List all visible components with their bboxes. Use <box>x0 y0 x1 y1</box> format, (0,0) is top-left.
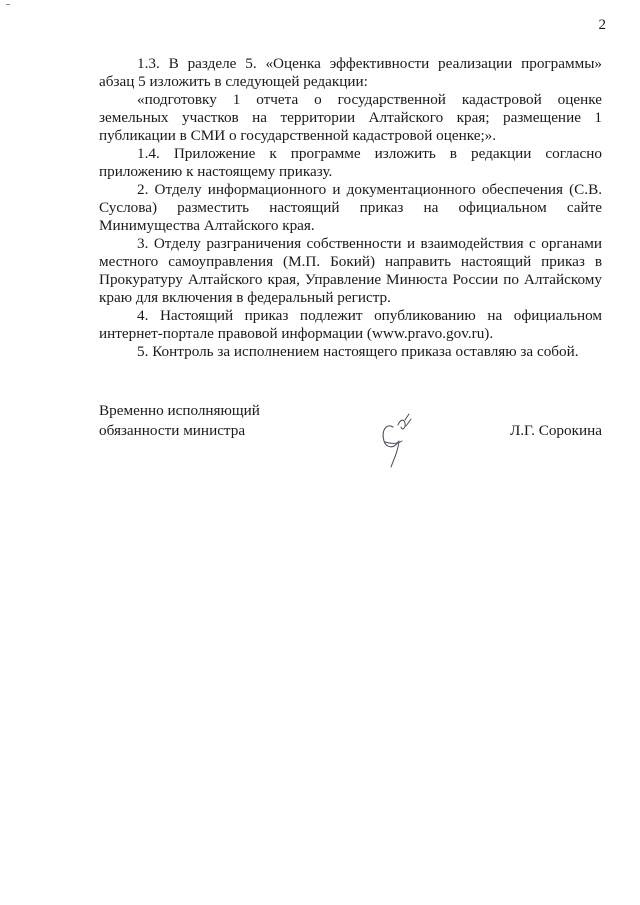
document-body <box>99 55 602 361</box>
paragraph-5: 5. Контроль за исполнением настоящего приказа оставляю за собой. <box>137 343 579 360</box>
signer-title-line2: обязанности министра <box>99 422 246 439</box>
paragraph-2: 2. Отделу информационного и документационного обеспечения (С.В. Суслова) разместить настоящий приказ на официальном сайте Минимущества Алтайского края. <box>99 181 602 234</box>
paragraph-1-3: 1.3. В разделе 5. «Оценка эффективности реализации программы» абзац 5 изложить в следующей редакции: <box>99 55 602 90</box>
signature-block <box>99 401 602 481</box>
signer-title <box>99 401 260 441</box>
signer-name: Л.Г. Сорокина <box>509 422 602 439</box>
signer-title-line1: Временно исполняющий <box>99 402 260 419</box>
paragraph-1-4: 1.4. Приложение к программе изложить в редакции согласно приложению к настоящему приказу. <box>99 145 602 180</box>
page-number: 2 <box>598 17 606 33</box>
corner-mark <box>6 4 10 8</box>
paragraph-quote: «подготовку 1 отчета о государственной кадастровой оценке земельных участков на территории Алтайского края; размещение 1 публикации в СМИ о государственной кадастровой оценке;». <box>99 91 602 144</box>
paragraph-4: 4. Настоящий приказ подлежит опубликованию на официальном интернет-портале правовой информации (www.pravo.gov.ru). <box>99 307 602 342</box>
paragraph-3: 3. Отделу разграничения собственности и взаимодействия с органами местного самоуправления (М.П. Бокий) направить настоящий приказ в Прокуратуру Алтайского края, Управление Минюста России по Алтайскому краю для включения в федеральный регистр. <box>99 235 602 306</box>
handwritten-signature-icon <box>377 411 417 475</box>
